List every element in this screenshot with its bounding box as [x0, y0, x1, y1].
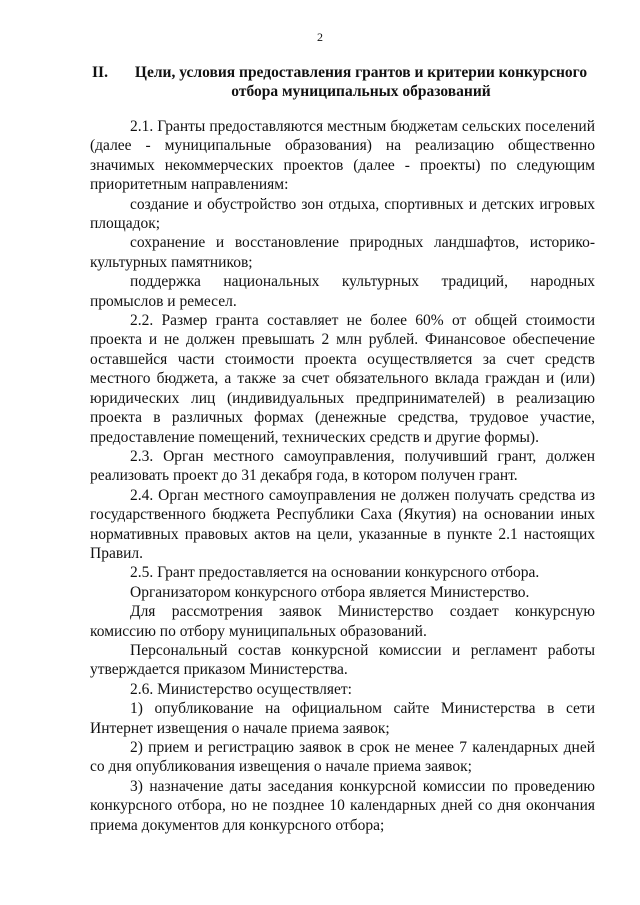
paragraph-2-1: 2.1. Гранты предоставляются местным бюджетам сельских поселений (далее - муниципальные образования) на реализацию общественно значимых некоммерческих проектов (далее - проекты) по следующим приоритетным направлениям: — [90, 118, 595, 194]
list-item-2: 2) прием и регистрацию заявок в срок не менее 7 календарных дней со дня опубликования извещения о начале приема заявок; — [90, 739, 595, 776]
paragraph-organizer: Организатором конкурсного отбора является Министерство. — [130, 583, 530, 601]
document-body — [90, 117, 595, 835]
paragraph-2-6: 2.6. Министерство осуществляет: — [130, 680, 352, 698]
paragraph-2-4: 2.4. Орган местного самоуправления не должен получать средства из государственного бюджета Республики Саха (Якутия) на основании иных нормативных правовых актов на цели, указанные в пункте 2.1 настоящих Правил. — [90, 486, 595, 562]
paragraph-2-5: 2.5. Грант предоставляется на основании конкурсного отбора. — [130, 564, 540, 582]
list-item-1: 1) опубликование на официальном сайте Министерства в сети Интернет извещения о начале приема заявок; — [90, 700, 595, 737]
paragraph-commission: Для рассмотрения заявок Министерство создает конкурсную комиссию по отбору муниципальных образований. — [90, 603, 595, 640]
paragraph-composition: Персональный состав конкурсной комиссии и регламент работы утверждается приказом Министерства. — [90, 641, 595, 679]
paragraph-2-3: 2.3. Орган местного самоуправления, получивший грант, должен реализовать проект до 31 декабря года, в котором получен грант. — [90, 447, 595, 485]
paragraph-2-2: 2.2. Размер гранта составляет не более 60% от общей стоимости проекта и не должен превышать 2 млн рублей. Финансовое обеспечение оставшейся части стоимости проекта осуществляется за счет средств местного бюджета, а также за счет обязательного вклада граждан и (или) юридических лиц (индивидуальных предпринимателей) в реализацию проекта в различных формах (денежные средства, трудовое участие, предоставление помещений, технических средств и другие формы). — [90, 312, 595, 446]
paragraph-direction-3: поддержка национальных культурных традиций, народных промыслов и ремесел. — [90, 273, 595, 310]
list-item-3: 3) назначение даты заседания конкурсной комиссии по проведению конкурсного отбора, но не позднее 10 календарных дней со дня окончания приема документов для конкурсного отбора; — [90, 777, 595, 834]
section-heading — [92, 63, 592, 101]
paragraph-direction-2: сохранение и восстановление природных ландшафтов, историко-культурных памятников; — [90, 234, 595, 271]
section-title: Цели, условия предоставления грантов и критерии конкурсного отбора муниципальных образований — [134, 64, 588, 100]
section-number: II. — [92, 64, 108, 81]
paragraph-direction-1: создание и обустройство зон отдыха, спортивных и детских игровых площадок; — [90, 195, 595, 233]
page-number: 2 — [317, 30, 323, 44]
